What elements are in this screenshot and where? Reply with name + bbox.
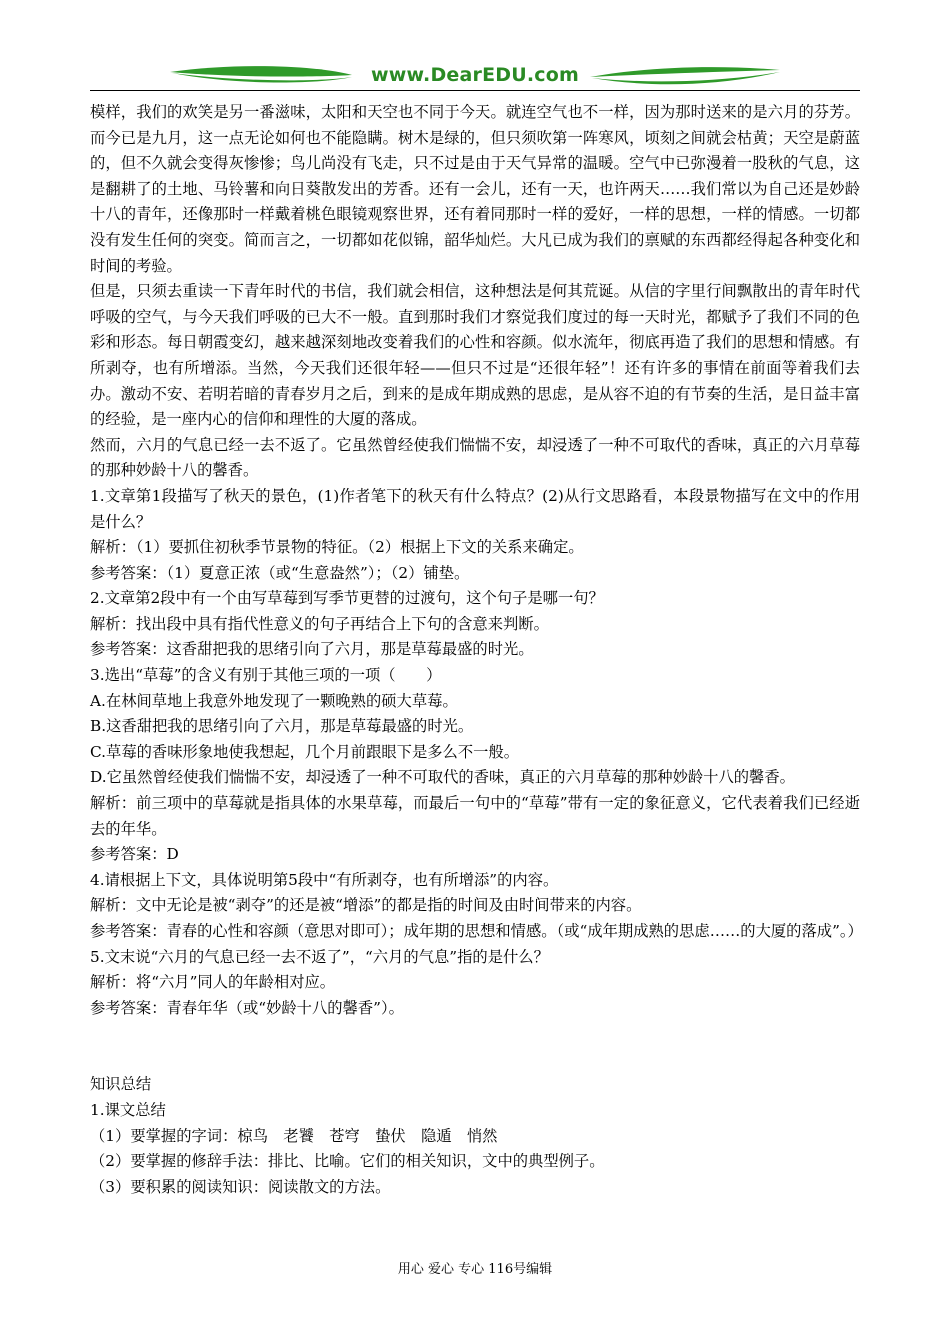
summary-item-1-2: （2）要掌握的修辞手法：排比、比喻。它们的相关知识，文中的典型例子。 bbox=[90, 1152, 605, 1171]
site-url: www.DearEDU.com bbox=[370, 64, 580, 86]
header-divider bbox=[90, 90, 860, 91]
question-4-answer: 参考答案：青春的心性和容颜（意思对即可）；成年期的思想和情感。（或“成年期成熟的思虑……的大厦的落成”。） bbox=[90, 922, 863, 940]
question-5-answer: 参考答案：青春年华（或“妙龄十八的馨香”）。 bbox=[90, 998, 404, 1017]
summary-item-1: 1.课文总结 bbox=[90, 1100, 166, 1119]
section-spacer bbox=[90, 1021, 860, 1072]
question-4-analysis: 解析：文中无论是被“剥夺”的还是被“增添”的都是指的时间及由时间带来的内容。 bbox=[90, 896, 642, 915]
paragraph-2: 但是，只须去重读一下青年时代的书信，我们就会相信，这种想法是何其荒诞。从信的字里行间飘散出的青年时代呼吸的空气，与今天我们呼吸的已大不一般。直到那时我们才察觉我们度过的每一天时光，都赋予了我们不同的色彩和形态。每日朝霞变幻，越来越深刻地改变着我们的心性和容颜。似水流年，彻底再造了我们的思想和情感。有所剥夺，也有所增添。当然，今天我们还很年轻——但只不过是“还很年轻”！还有许多的事情在前面等着我们去办。激动不安、若明若暗的青春岁月之后，到来的是成年期成熟的思虑，是从容不迫的有节奏的生活，是日益丰富的经验，是一座内心的信仰和理性的大厦的落成。 bbox=[90, 282, 860, 429]
question-5-analysis: 解析：将“六月”同人的年龄相对应。 bbox=[90, 973, 336, 992]
question-3-option-a: A.在林间草地上我意外地发现了一颗晚熟的硕大草莓。 bbox=[90, 691, 458, 710]
paragraph-1: 模样，我们的欢笑是另一番滋味，太阳和天空也不同于今天。就连空气也不一样，因为那时送来的是六月的芬芳。而今已是九月，这一点无论如何也不能隐瞒。树木是绿的，但只须吹第一阵寒风，顷刻之间就会枯黄；天空是蔚蓝的，但不久就会变得灰惨惨；鸟儿尚没有飞走，只不过是由于天气异常的温暖。空气中已弥漫着一股秋的气息，这是翻耕了的土地、马铃薯和向日葵散发出的芳香。还有一会儿，还有一天，也许两天……我们常以为自己还是妙龄十八的青年，还像那时一样戴着桃色眼镜观察世界，还有着同那时一样的爱好，一样的思想，一样的情感。一切都没有发生任何的突变。简而言之，一切都如花似锦，韶华灿烂。大凡已成为我们的禀赋的东西都经得起各种变化和时间的考验。 bbox=[90, 103, 860, 275]
question-3-answer: 参考答案：D bbox=[90, 845, 179, 864]
question-1-analysis: 解析：（1）要抓住初秋季节景物的特征。（2）根据上下文的关系来确定。 bbox=[90, 538, 584, 557]
question-4: 4.请根据上下文，具体说明第5段中“有所剥夺，也有所增添”的内容。 bbox=[90, 870, 559, 889]
question-5: 5.文末说“六月的气息已经一去不返了”，“六月的气息”指的是什么？ bbox=[90, 947, 549, 966]
question-2-analysis: 解析：找出段中具有指代性意义的句子再结合上下句的含意来判断。 bbox=[90, 614, 549, 633]
question-2-answer: 参考答案：这香甜把我的思绪引向了六月，那是草莓最盛的时光。 bbox=[90, 640, 534, 659]
summary-title: 知识总结 bbox=[90, 1075, 152, 1094]
question-3-option-c: C.草莓的香味形象地使我想起，几个月前跟眼下是多么不一般。 bbox=[90, 742, 520, 761]
summary-item-1-1: （1）要掌握的字词：椋鸟 老饕 苍穹 蛰伏 隐遁 悄然 bbox=[90, 1126, 498, 1145]
question-1-answer: 参考答案：（1）夏意正浓（或“生意盎然”）；（2）铺垫。 bbox=[90, 563, 470, 582]
question-3-option-b: B.这香甜把我的思绪引向了六月，那是草莓最盛的时光。 bbox=[90, 717, 474, 736]
question-3: 3.选出“草莓”的含义有别于其他三项的一项（ ） bbox=[90, 666, 442, 685]
paragraph-3: 然而，六月的气息已经一去不返了。它虽然曾经使我们惴惴不安，却浸透了一种不可取代的香味，真正的六月草莓的那种妙龄十八的馨香。 bbox=[90, 435, 860, 480]
summary-item-1-3: （3）要积累的阅读知识：阅读散文的方法。 bbox=[90, 1177, 391, 1196]
question-3-option-d: D.它虽然曾经使我们惴惴不安，却浸透了一种不可取代的香味，真正的六月草莓的那种妙龄十八的馨香。 bbox=[90, 768, 795, 787]
question-1: 1.文章第1段描写了秋天的景色，(1)作者笔下的秋天有什么特点？(2)从行文思路看，本段景物描写在文中的作用是什么？ bbox=[90, 486, 860, 531]
page-footer: 用心 爱心 专心 116号编辑 bbox=[397, 1262, 553, 1277]
question-2: 2.文章第2段中有一个由写草莓到写季节更替的过渡句，这个句子是哪一句？ bbox=[90, 589, 604, 608]
site-header bbox=[90, 58, 860, 92]
document-body bbox=[90, 100, 863, 1200]
question-3-analysis: 解析：前三项中的草莓就是指具体的水果草莓，而最后一句中的“草莓”带有一定的象征意义，它代表着我们已经逝去的年华。 bbox=[90, 794, 860, 838]
